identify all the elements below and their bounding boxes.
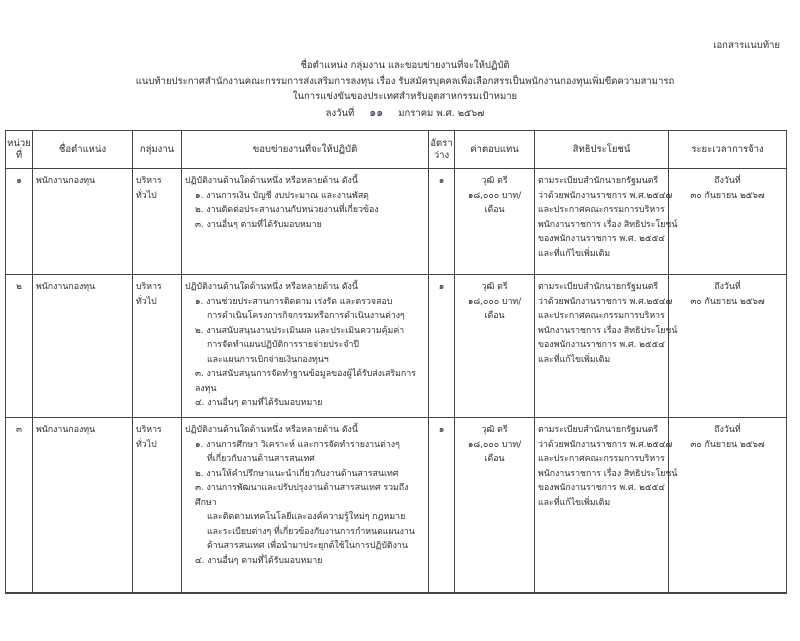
duty-item: ๓. งานการพัฒนาและปรับปรุงงานด้านสารสนเทศ รวมถึงศึกษา [195, 483, 409, 508]
heading-date-line [60, 105, 750, 122]
position-name: พนักงานกองทุน [36, 425, 96, 435]
compensation-cell [455, 169, 534, 218]
benefit-line: ตามระเบียบสำนักนายกรัฐมนตรี [538, 425, 659, 435]
duties-heading: ปฏิบัติงานด้านใดด้านหนึ่ง หรือหลายด้าน ดังนี้ [185, 176, 358, 186]
duty-item: ๓. งานอื่นๆ ตามที่ได้รับมอบหมาย [195, 219, 322, 230]
duty-item: ๓. งานสนับสนุนการจัดทำฐานข้อมูลของผู้ได้รับส่งเสริมการลงทุน [195, 369, 416, 394]
table-header-row [6, 131, 787, 169]
benefit-line: ว่าด้วยพนักงานราชการ พ.ศ.๒๕๔๗ [538, 296, 673, 307]
duty-item: ๒. งานติดต่อประสานงานกับหน่วยงานที่เกี่ยวข้อง [195, 205, 379, 215]
benefit-line: และที่แก้ไขเพิ่มเติม [538, 497, 611, 508]
work-group: บริหารทั่วไป [136, 425, 162, 450]
header-unit: หน่วยที่ [6, 131, 33, 169]
period-date: ๓๐ กันยายน ๒๕๖๗ [690, 296, 765, 307]
employment-period [669, 275, 786, 309]
header-position: ชื่อตำแหน่ง [33, 131, 133, 169]
benefit-line: ว่าด้วยพนักงานราชการ พ.ศ.๒๕๔๗ [538, 190, 673, 201]
benefit-line: และประกาศคณะกรรมการบริหาร [538, 454, 665, 464]
benefit-line: ว่าด้วยพนักงานราชการ พ.ศ.๒๕๔๗ [538, 439, 673, 450]
benefit-line: พนักงานราชการ เรื่อง สิทธิประโยชน์ [538, 468, 678, 479]
compensation-cell [455, 418, 534, 467]
work-group: บริหารทั่วไป [136, 282, 162, 307]
qualification: วุฒิ ตรี [481, 176, 508, 186]
date-day-handwritten: ๑๑ [369, 105, 384, 119]
header-benefits: สิทธิประโยชน์ [535, 131, 669, 169]
header-rate: อัตราว่าง [429, 131, 455, 169]
heading-line-3: ในการแข่งขันของประเทศสำหรับอุตสาหกรรมเป้าหมาย [292, 91, 518, 102]
header-duties: ขอบข่ายงานที่จะให้ปฏิบัติ [182, 131, 429, 169]
unit-number: ๑ [16, 176, 22, 186]
compensation-cell [455, 275, 534, 324]
benefit-line: พนักงานราชการ เรื่อง สิทธิประโยชน์ [538, 325, 678, 336]
benefit-line: ของพนักงานราชการ พ.ศ. ๒๕๕๔ [538, 483, 665, 493]
unit-number: ๒ [16, 282, 22, 292]
table-row [6, 418, 787, 594]
benefit-line: และประกาศคณะกรรมการบริหาร [538, 311, 665, 321]
duties-heading: ปฏิบัติงานด้านใดด้านหนึ่ง หรือหลายด้าน ดังนี้ [185, 282, 358, 292]
benefit-line: ของพนักงานราชการ พ.ศ. ๒๕๕๔ [538, 340, 665, 350]
qualification: วุฒิ ตรี [481, 282, 508, 292]
employment-period [669, 169, 786, 203]
period-label: ถึงวันที่ [714, 425, 741, 435]
duty-item: ๒. งานสนับสนุนงานประเมินผล และประเมินความคุ้มค่า [195, 325, 405, 336]
vacancy-count: ๑ [438, 425, 445, 435]
benefit-line: ของพนักงานราชการ พ.ศ. ๒๕๕๔ [538, 234, 665, 244]
date-prefix: ลงวันที่ [325, 107, 355, 119]
duty-item-continuation: และระเบียบต่างๆ ที่เกี่ยวข้องกับงานการกำหนดแผนงาน [207, 526, 415, 537]
attachment-label: เอกสารแนบท้าย [713, 40, 780, 51]
heading-line-2: แนบท้ายประกาศสำนักงานคณะกรรมการส่งเสริมการลงทุน เรื่อง รับสมัครบุคคลเพื่อเลือกสรรเป็นพนักงานกองทุนเพิ่มขีดความสามารถ [135, 75, 675, 87]
vacancy-count: ๑ [438, 176, 445, 186]
vacancy-count: ๑ [438, 282, 445, 292]
benefit-line: และที่แก้ไขเพิ่มเติม [538, 354, 611, 365]
heading-line-1: ชื่อตำแหน่ง กลุ่มงาน และขอบข่ายงานที่จะให้ปฏิบัติ [300, 60, 510, 71]
duties-heading: ปฏิบัติงานด้านใดด้านหนึ่ง หรือหลายด้าน ดังนี้ [185, 425, 358, 435]
salary: ๑๘,๐๐๐ บาท/เดือน [467, 296, 522, 321]
table-row [6, 169, 787, 275]
benefit-line: และที่แก้ไขเพิ่มเติม [538, 248, 611, 259]
duty-item: ๔. งานอื่นๆ ตามที่ได้รับมอบหมาย [195, 555, 323, 566]
date-month-year: มกราคม พ.ศ. ๒๕๖๗ [398, 107, 485, 119]
unit-number: ๓ [15, 425, 22, 435]
benefit-line: ตามระเบียบสำนักนายกรัฐมนตรี [538, 176, 659, 186]
period-date: ๓๐ กันยายน ๒๕๖๗ [690, 439, 765, 450]
duty-item: ๒. งานให้คำปรึกษาแนะนำเกี่ยวกับงานด้านสารสนเทศ [195, 468, 399, 479]
duty-item-continuation: ที่เกี่ยวกับงานด้านสารสนเทศ [207, 454, 315, 464]
duty-item-continuation: และติดตามเทคโนโลยีและองค์ความรู้ใหม่ๆ กฎหมาย [207, 512, 406, 522]
period-label: ถึงวันที่ [714, 176, 741, 186]
benefit-line: และประกาศคณะกรรมการบริหาร [538, 205, 665, 215]
duty-item-continuation: และแผนการเบิกจ่ายเงินกองทุนฯ [207, 354, 329, 365]
employment-period [669, 418, 786, 452]
period-date: ๓๐ กันยายน ๒๕๖๗ [690, 190, 765, 201]
duty-item-continuation: การจัดทำแผนปฏิบัติการรายจ่ายประจำปี [207, 340, 359, 350]
duty-item-continuation: การดำเนินโครงการกิจกรรมหรือการดำเนินงานต่างๆ [207, 311, 405, 321]
benefits-cell [535, 275, 678, 367]
benefits-cell [535, 169, 678, 261]
header-period: ระยะเวลาการจ้าง [669, 131, 787, 169]
benefit-line: ตามระเบียบสำนักนายกรัฐมนตรี [538, 282, 659, 292]
header-group: กลุ่มงาน [133, 131, 182, 169]
document-heading [60, 58, 750, 121]
duty-item: ๔. งานอื่นๆ ตามที่ได้รับมอบหมาย [195, 398, 323, 408]
salary: ๑๘,๐๐๐ บาท/เดือน [467, 439, 522, 464]
duty-item: ๑. งานการเงิน บัญชี งบประมาณ และงานพัสดุ [195, 190, 369, 201]
duty-item: ๑. งานการศึกษา วิเคราะห์ และการจัดทำรายงานต่างๆ [195, 439, 400, 450]
salary: ๑๘,๐๐๐ บาท/เดือน [467, 190, 522, 215]
benefit-line: พนักงานราชการ เรื่อง สิทธิประโยชน์ [538, 219, 678, 230]
work-group: บริหารทั่วไป [136, 176, 162, 201]
position-name: พนักงานกองทุน [36, 176, 96, 186]
duty-item: ๑. งานช่วยประสานการติดตาม เร่งรัด และตรวจสอบ [195, 296, 393, 307]
table-row [6, 275, 787, 418]
positions-table [5, 130, 787, 594]
header-pay: ค่าตอบแทน [455, 131, 535, 169]
position-name: พนักงานกองทุน [36, 282, 96, 292]
benefits-cell [535, 418, 678, 510]
period-label: ถึงวันที่ [714, 282, 741, 292]
duty-item-continuation: ด้านสารสนเทศ เพื่อนำมาประยุกต์ใช้ในการปฏิบัติงาน [207, 541, 408, 551]
duties-cell [182, 418, 428, 568]
qualification: วุฒิ ตรี [481, 425, 508, 435]
duties-cell [182, 275, 428, 411]
duties-cell [182, 169, 428, 232]
